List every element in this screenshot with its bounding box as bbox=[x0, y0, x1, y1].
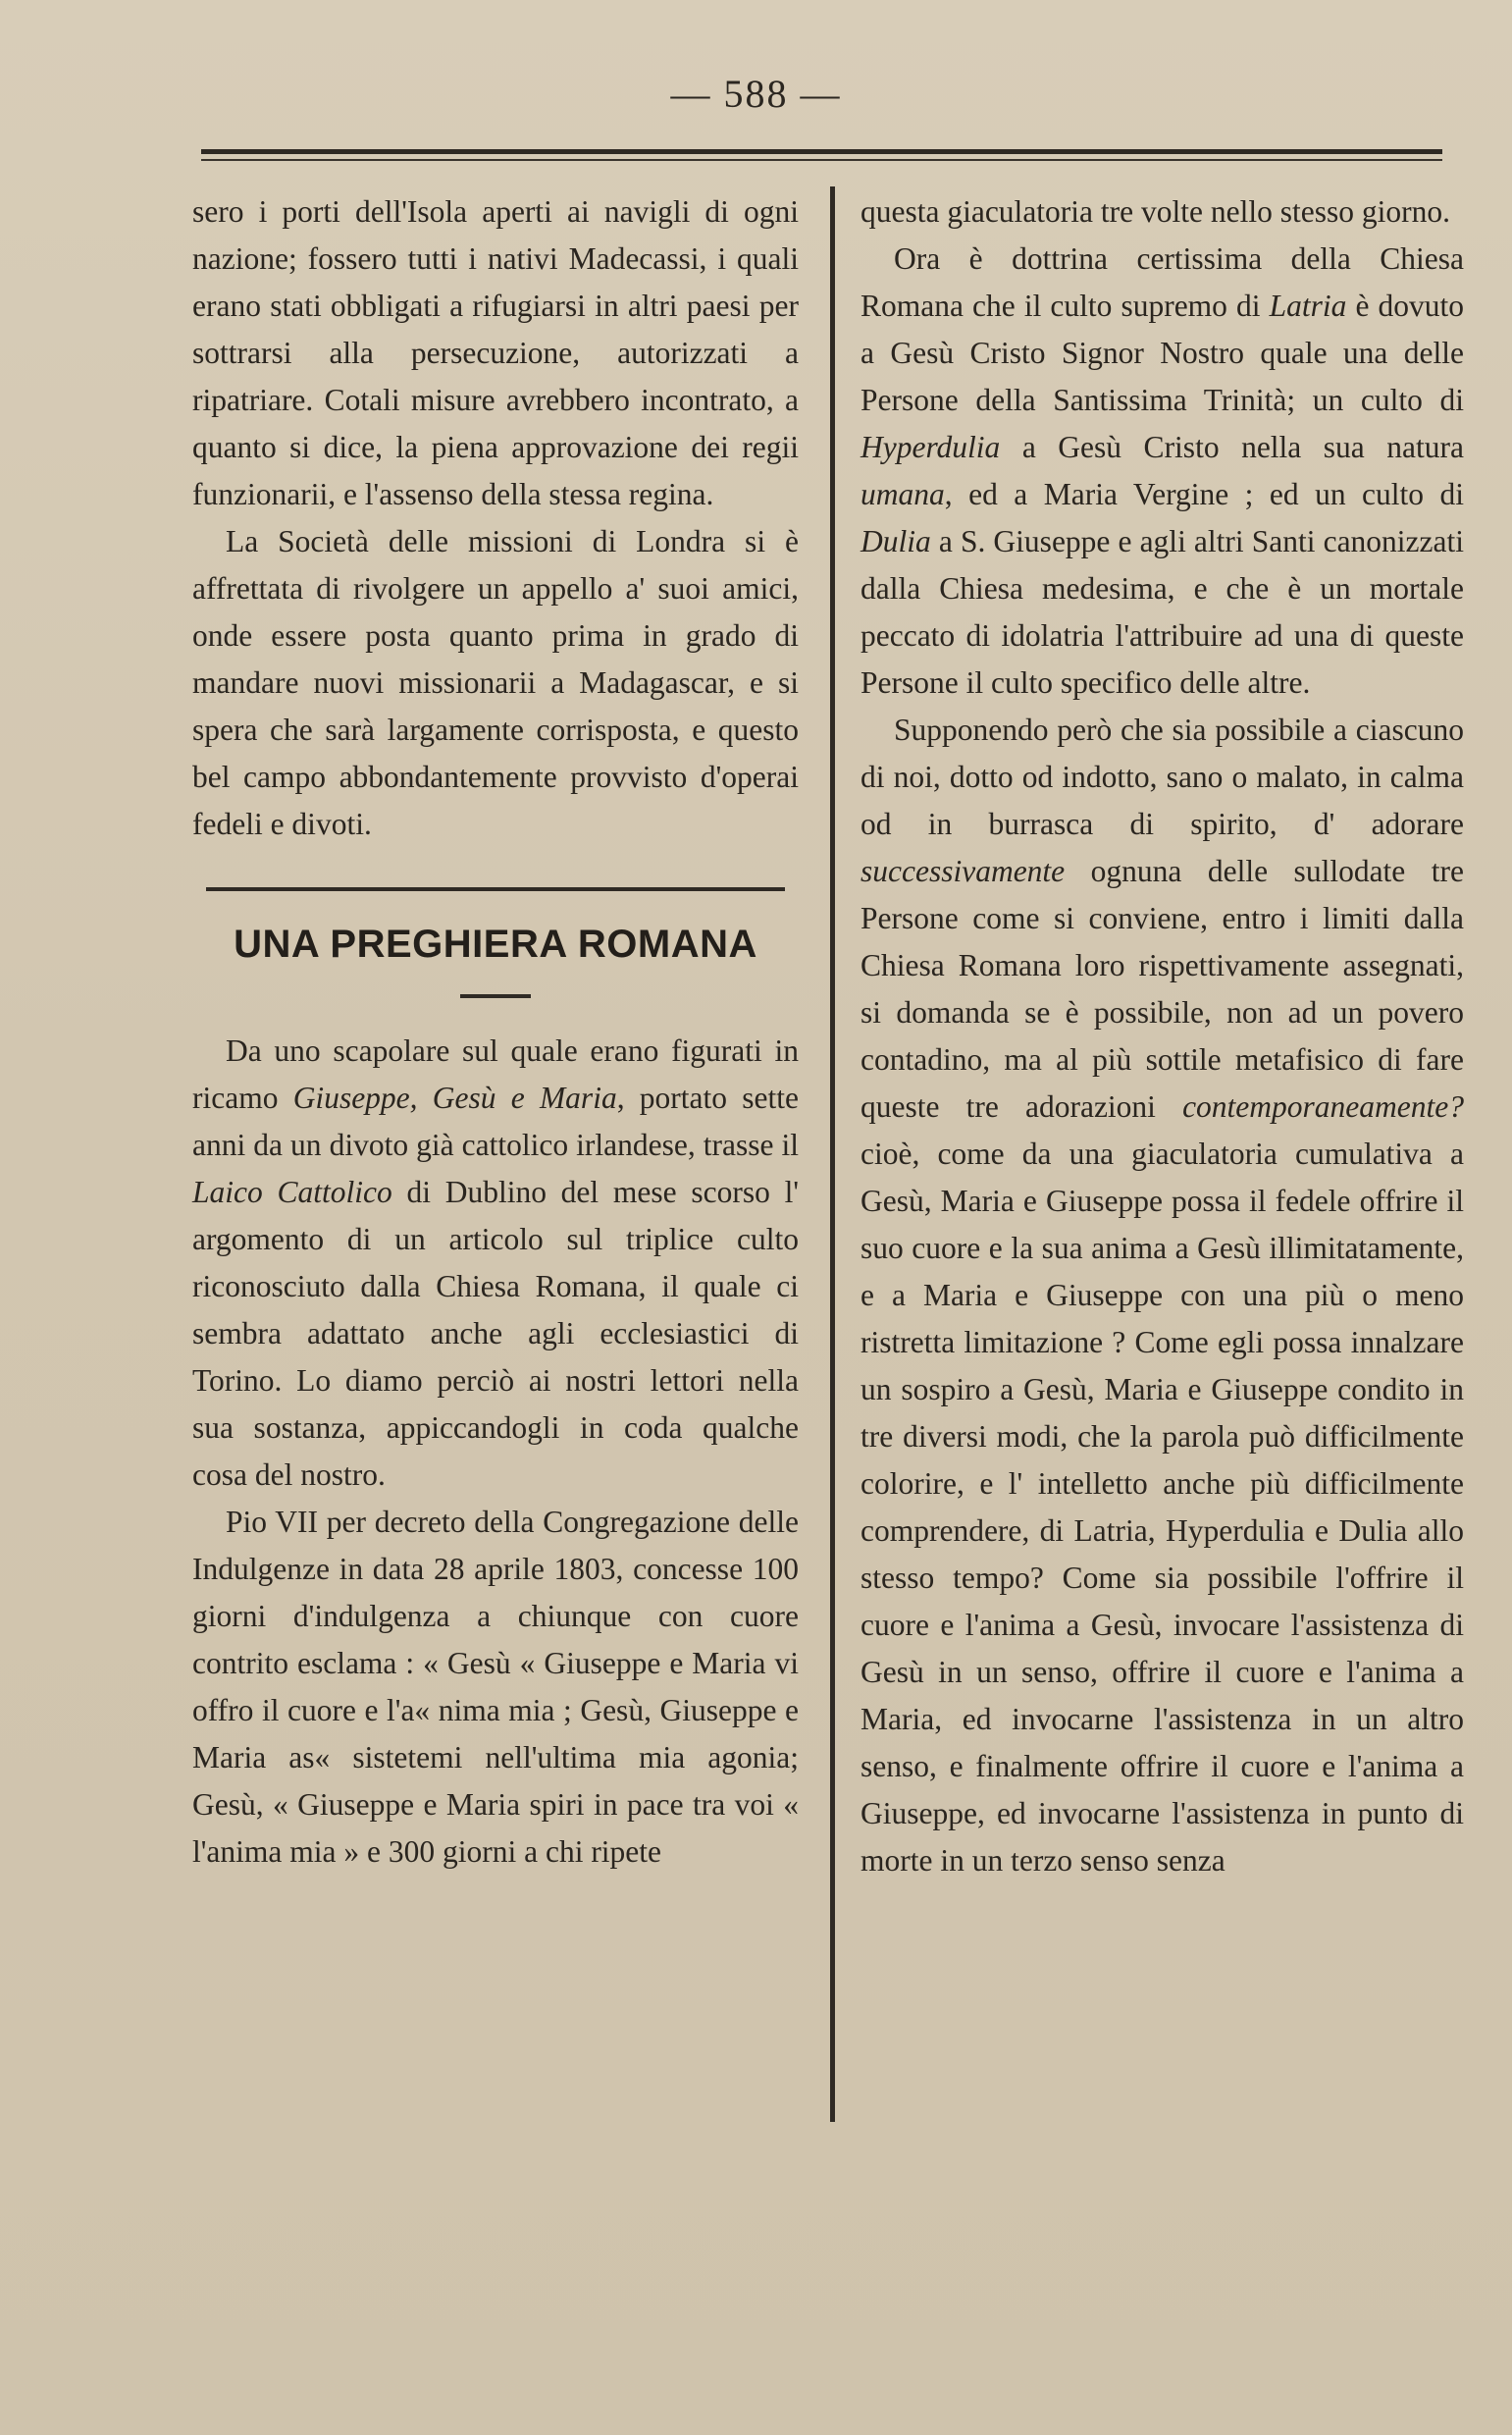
section-title: UNA PREGHIERA ROMANA bbox=[234, 923, 757, 966]
italic-span: Hyperdulia bbox=[860, 430, 1001, 464]
text-span: a S. Giuseppe e agli altri Santi canonizzati dalla Chiesa medesima, e che è un mortale peccato di idolatria l'attribuire ad una di queste Persone il culto specifico delle altre. bbox=[860, 524, 1464, 700]
left-paragraph-2: La Società delle missioni di Londra si è affrettata di rivolgere un appello a' suoi amici, onde essere posta quanto prima in grado di mandare nuovi missionarii a Madagascar, e si spera che sarà largamente corrisposta, e questo bel campo abbondantemente provvisto d'operai fedeli e divoti. bbox=[192, 524, 799, 841]
left-paragraph-1: sero i porti dell'Isola aperti ai navigli di ogni nazione; fossero tutti i nativi Madecassi, i quali erano stati obbligati a rifugiarsi in altri paesi per sottrarsi alla persecuzione, autorizzati a ripatriare. Cotali misure avrebbero incontrato, a quanto si dice, la piena approvazione dei regii funzionarii, e l'assenso della stessa regina. bbox=[192, 194, 799, 511]
left-paragraph-4: Pio VII per decreto della Congregazione delle Indulgenze in data 28 aprile 1803, concesse 100 giorni d'indulgenza a chiunque con cuore contrito esclama : « Gesù « Giuseppe e Maria vi offro il cuore e l'a« nima mia ; Gesù, Giuseppe e Maria as« sistetemi nell'ultima mia agonia; Gesù, « Giuseppe e Maria spiri in pace tra voi « l'anima mia » e 300 giorni a chi ripete bbox=[192, 1505, 799, 1869]
italic-span: umana bbox=[860, 477, 945, 511]
text-span: ognuna delle sullodate tre Persone come si conviene, entro i limiti dalla Chiesa Romana loro rispettivamente assegnati, si domanda se è possibile, non ad un povero contadino, ma al più sottile metafisico di fare queste tre adorazioni bbox=[860, 854, 1464, 1124]
italic-span: Dulia bbox=[860, 524, 931, 558]
text-span: Ora è dottrina certissima della Chiesa Romana che il culto supremo di bbox=[860, 241, 1464, 323]
header-rule-thin bbox=[201, 159, 1442, 161]
italic-span: Laico Cattolico bbox=[192, 1175, 392, 1209]
right-column bbox=[860, 188, 1464, 1884]
left-column bbox=[192, 188, 799, 1876]
italic-span: successivamente bbox=[860, 854, 1066, 888]
column-divider bbox=[830, 186, 835, 2122]
text-span: di Dublino del mese scorso l' argomento di un articolo sul triplice culto riconosciuto dalla Chiesa Romana, il quale ci sembra adattato anche agli ecclesiastici di Torino. Lo diamo perciò ai nostri lettori nella sua sostanza, appiccandogli in coda qualche cosa del nostro. bbox=[192, 1175, 800, 1492]
right-paragraph-1: questa giaculatoria tre volte nello stesso giorno. bbox=[860, 194, 1450, 229]
text-span: Da uno scapolare sul quale erano figurati in ricamo bbox=[192, 1033, 799, 1115]
right-paragraph-2 bbox=[860, 236, 1464, 707]
text-span: cioè, come da una giaculatoria cumulativa a Gesù, Maria e Giuseppe possa il fedele offrire il suo cuore e la sua anima a Gesù illimitatamente, e a Maria e Giuseppe con una più o meno ristretta limitazione ? Come egli possa innalzare un sospiro a Gesù, Maria e Giuseppe condito in tre diversi modi, che la parola può difficilmente colorire, e l' intelletto anche più difficilmente comprendere, di Latria, Hyperdulia e Dulia allo stesso tempo? Come sia possibile l'offrire il cuore e l'anima a Gesù, invocare l'assistenza di Gesù in un senso, offrire il cuore e l'anima a Maria, ed invocarne l'assistenza in un altro senso, e finalmente offrire il cuore e l'anima a Giuseppe, ed invocarne l'assistenza in punto di morte in un terzo senso senza bbox=[860, 1137, 1464, 1878]
right-paragraph-3 bbox=[860, 707, 1464, 1884]
text-span: a Gesù Cristo nella sua natura bbox=[1000, 430, 1464, 464]
header-rule bbox=[201, 149, 1442, 154]
title-underline bbox=[460, 994, 531, 998]
italic-span: contemporaneamente? bbox=[1182, 1089, 1464, 1124]
left-paragraph-3 bbox=[192, 1028, 799, 1499]
section-divider bbox=[206, 887, 785, 891]
text-span: è dovuto a Gesù Cristo Signor Nostro quale una delle Persone della Santissima Trinità; un culto di bbox=[860, 289, 1464, 417]
italic-span: Giuseppe, Gesù e Maria bbox=[292, 1081, 617, 1115]
italic-span: Latria bbox=[1269, 289, 1347, 323]
text-span: , ed a Maria Vergine ; ed un culto di bbox=[944, 477, 1464, 511]
text-span: Supponendo però che sia possibile a ciascuno di noi, dotto od indotto, sano o malato, in calma od in burrasca di spirito, d' adorare bbox=[860, 713, 1464, 841]
text-span: , portato sette anni da un divoto già cattolico irlandese, trasse il bbox=[192, 1081, 799, 1162]
page-number: — 588 — bbox=[670, 72, 842, 116]
